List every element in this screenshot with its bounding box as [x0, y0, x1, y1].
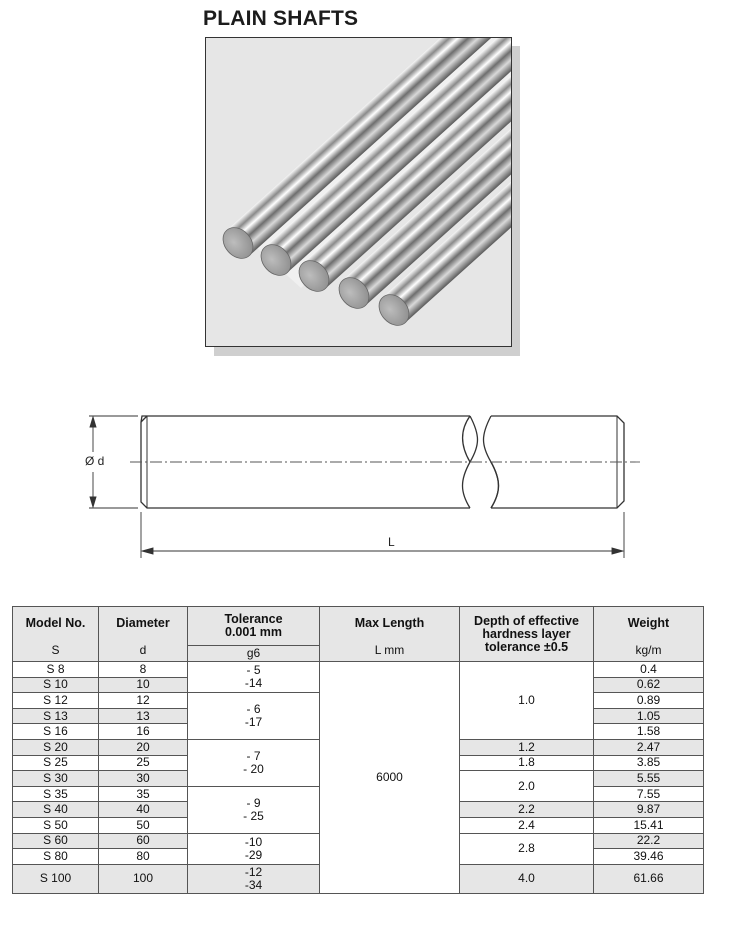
cell-weight: 39.46 — [594, 849, 704, 865]
cell-weight: 7.55 — [594, 786, 704, 802]
steel-shafts-photo — [205, 37, 512, 347]
cell-model: S 80 — [13, 849, 99, 865]
cell-depth: 2.2 — [460, 802, 594, 818]
cell-depth: 4.0 — [460, 864, 594, 893]
diameter-label: Ø d — [85, 454, 105, 468]
cell-diameter: 80 — [99, 849, 188, 865]
cell-diameter: 25 — [99, 755, 188, 771]
subheader-max-length: L mm — [374, 643, 405, 657]
cell-max-length: 6000 — [320, 662, 460, 894]
cell-weight: 0.4 — [594, 662, 704, 678]
cell-tolerance: - 9 - 25 — [188, 786, 320, 833]
cell-tolerance: - 7 - 20 — [188, 739, 320, 786]
cell-tolerance: -12 -34 — [188, 864, 320, 893]
cell-diameter: 100 — [99, 864, 188, 893]
subheader-tolerance: g6 — [188, 645, 320, 661]
page-title: PLAIN SHAFTS — [203, 7, 359, 30]
cell-weight: 61.66 — [594, 864, 704, 893]
cell-diameter: 12 — [99, 693, 188, 709]
cell-weight: 22.2 — [594, 833, 704, 849]
cell-model: S 8 — [13, 662, 99, 678]
cell-diameter: 30 — [99, 771, 188, 787]
cell-model: S 12 — [13, 693, 99, 709]
cell-depth: 2.4 — [460, 817, 594, 833]
cell-model: S 100 — [13, 864, 99, 893]
cell-diameter: 13 — [99, 708, 188, 724]
cell-diameter: 50 — [99, 817, 188, 833]
cell-tolerance: - 6 -17 — [188, 693, 320, 740]
cell-model: S 20 — [13, 739, 99, 755]
length-label: L — [388, 535, 395, 549]
header-tolerance: Tolerance 0.001 mm — [188, 607, 320, 646]
cell-depth: 1.8 — [460, 755, 594, 771]
cell-depth: 2.8 — [460, 833, 594, 864]
subheader-model: S — [51, 643, 60, 657]
cell-depth: 1.2 — [460, 739, 594, 755]
cell-model: S 30 — [13, 771, 99, 787]
cell-depth: 1.0 — [460, 662, 594, 740]
table-row — [13, 662, 704, 678]
cell-depth: 2.0 — [460, 771, 594, 802]
cell-diameter: 8 — [99, 662, 188, 678]
cell-weight: 2.47 — [594, 739, 704, 755]
header-depth: Depth of effective hardness layer tolerance ±0.5 — [460, 607, 594, 662]
cell-model: S 40 — [13, 802, 99, 818]
cell-weight: 1.58 — [594, 724, 704, 740]
cell-weight: 0.62 — [594, 677, 704, 693]
cell-diameter: 40 — [99, 802, 188, 818]
header-diameter: Diameter d — [99, 607, 188, 662]
subheader-diameter: d — [139, 643, 147, 657]
cell-model: S 10 — [13, 677, 99, 693]
cell-tolerance: - 5 -14 — [188, 662, 320, 693]
cell-diameter: 16 — [99, 724, 188, 740]
cell-model: S 35 — [13, 786, 99, 802]
header-weight: Weight kg/m — [594, 607, 704, 662]
cell-tolerance: -10 -29 — [188, 833, 320, 864]
cell-weight: 1.05 — [594, 708, 704, 724]
cell-model: S 25 — [13, 755, 99, 771]
spec-table — [12, 606, 704, 894]
cell-weight: 3.85 — [594, 755, 704, 771]
cell-diameter: 60 — [99, 833, 188, 849]
cell-diameter: 10 — [99, 677, 188, 693]
header-max-length: Max Length L mm — [320, 607, 460, 662]
subheader-weight: kg/m — [635, 643, 662, 657]
cell-weight: 9.87 — [594, 802, 704, 818]
cell-weight: 5.55 — [594, 771, 704, 787]
cell-model: S 50 — [13, 817, 99, 833]
cell-model: S 60 — [13, 833, 99, 849]
cell-model: S 16 — [13, 724, 99, 740]
shaft-technical-drawing — [60, 400, 660, 570]
header-model: Model No. S — [13, 607, 99, 662]
cell-diameter: 20 — [99, 739, 188, 755]
cell-model: S 13 — [13, 708, 99, 724]
cell-weight: 0.89 — [594, 693, 704, 709]
cell-diameter: 35 — [99, 786, 188, 802]
cell-weight: 15.41 — [594, 817, 704, 833]
